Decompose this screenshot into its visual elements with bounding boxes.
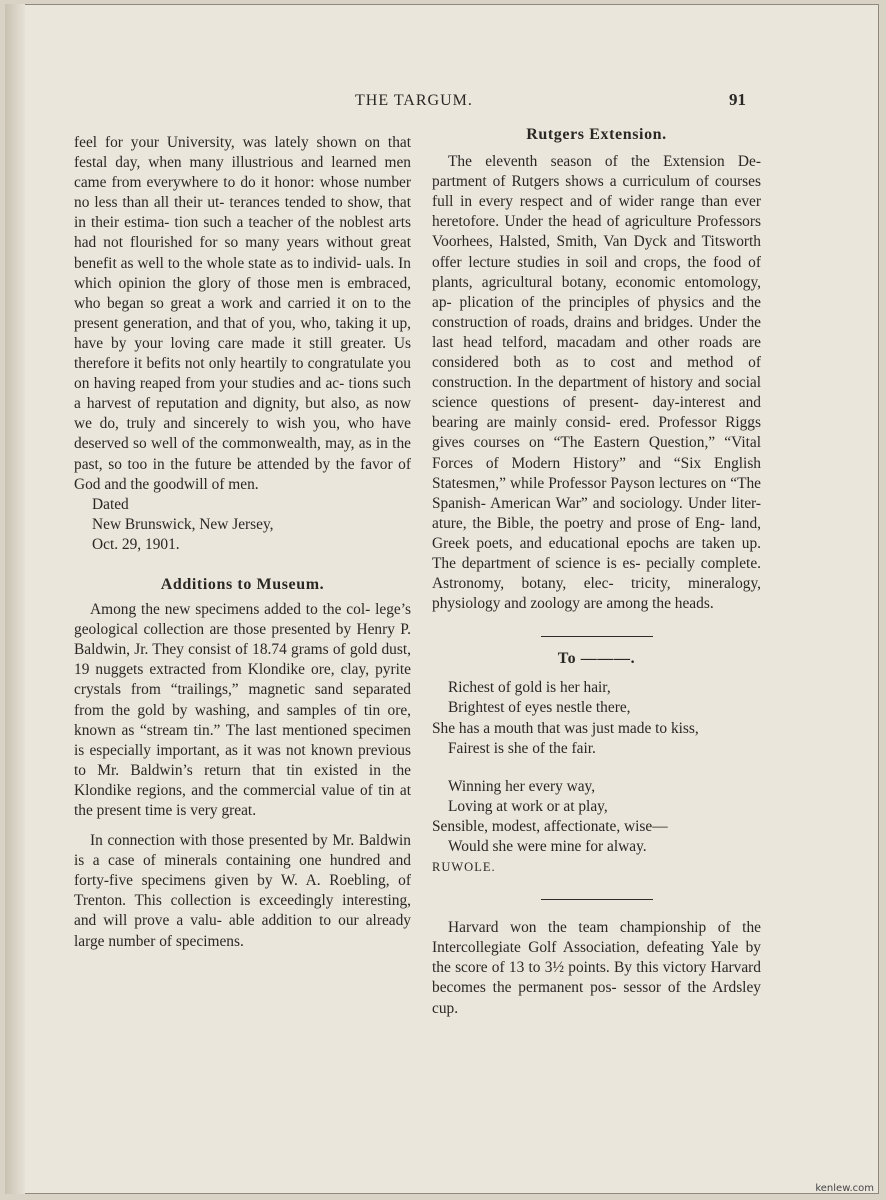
poem-signature: RUWOLE. xyxy=(432,860,496,875)
poem-line: Loving at work or at play, xyxy=(448,797,608,815)
page-number: 91 xyxy=(729,90,746,109)
poem-line: Brightest of eyes nestle there, xyxy=(448,699,631,717)
poem-line: Richest of gold is her hair, xyxy=(448,679,611,697)
extension-heading: Rutgers Extension. xyxy=(526,126,667,143)
section-divider xyxy=(541,636,653,637)
site-watermark: kenlew.com xyxy=(815,1183,874,1194)
dated-label: Dated xyxy=(92,495,129,513)
dateline-place: New Brunswick, New Jersey, xyxy=(92,515,274,533)
poem-line: Winning her every way, xyxy=(448,777,596,795)
poem-line: Would she were mine for alway. xyxy=(448,838,647,855)
museum-heading: Additions to Museum. xyxy=(160,575,325,593)
poem-line: She has a mouth that was just made to kiss, xyxy=(432,719,699,737)
left-column xyxy=(74,133,411,952)
poem-line: Sensible, modest, affectionate, wise— xyxy=(432,817,668,835)
poem xyxy=(432,678,761,877)
poem-heading: To ———. xyxy=(557,650,636,668)
running-head xyxy=(0,90,886,114)
museum-paragraph-1: Among the new specimens added to the col- lege’s geological collection are those presented by Henry P. Baldwin, Jr. They consist of 18.74 grams of gold dust, 19 nuggets extracted from Klondike ore, clay, pyrite crystals from “trailings,” magnetic sand separated from the gold by washing, and samples of tin ore, known as “stream tin.” The last mentioned specimen is especially important, as it was not known previous to Mr. Baldwin’s return that tin existed in the Klondike regions, and the commercial value of tin at the present time is very great. xyxy=(74,601,411,819)
museum-paragraph-2: In connection with those presented by Mr. Baldwin is a case of minerals containing one hundred and forty-five specimens given by W. A. Roebling, of Trenton. This collection is exceedingly interesting, and will prove a valu- able addition to our already large number of specimens. xyxy=(74,832,411,950)
golf-paragraph: Harvard won the team championship of the Intercollegiate Golf Association, defeating Yale by the score of 13 to 3½ points. By this victory Harvard becomes the permanent pos- sessor of the Ardsley cup. xyxy=(432,919,761,1017)
extension-paragraph: The eleventh season of the Extension De- partment of Rutgers shows a curriculum of courses full in every respect and of wider range than ever heretofore. Under the head of agriculture Professors Voorhees, Halsted, Smith, Van Dyck and Titsworth offer lecture studies in soil and crops, the food of plants, agricultural botany, economic entomology, ap- plication of the principles of physics and the construction of roads, drains and bridges. Under the last head telford, macadam and other roads are considered both as to cost and method of construction. In the department of history and social science questions of present- day-interest and bearing are mainly consid- ered. Professor Riggs gives courses on “The Eastern Question,” “Vital Forces of Modern History” and “Six English Statesmen,” while Professor Payson lectures on “The Spanish- American War” and sociology. Under liter- ature, the Bible, the poetry and prose of Eng- land, Greek poets, and educational epochs are taken up. The department of science is es- pecially complete. Astronomy, botany, elec- tricity, mineralogy, physiology and zoology are among the heads. xyxy=(432,153,761,613)
running-title: THE TARGUM. xyxy=(355,92,473,109)
poem-line: Fairest is she of the fair. xyxy=(448,739,596,757)
page-spine-shadow xyxy=(5,4,25,1194)
section-divider xyxy=(541,899,653,900)
dateline-date: Oct. 29, 1901. xyxy=(92,535,180,553)
right-column xyxy=(432,125,761,1019)
continued-paragraph: feel for your University, was lately shown on that festal day, when many illustrious and learned men came from everywhere to do it honor: whose number no less than all their ut- terances tended to show, that in their estima- tion such a teacher of the noblest arts had not flourished for so many years without great benefit as well to the whole state as to individ- uals. In which opinion the glory of those men is embraced, who began so great a work and carried it on to the present generation, and that of you, who, taking it up, have by your loving care made it still greater. Us therefore it befits not only heartily to congratulate you on having reaped from your studies and ac- tions such a harvest of reputation and dignity, but also, as now we do, truly and sincerely to wish you, who have deserved so well of the commonwealth, may, as in the past, so too in the future be attended by the favor of God and the goodwill of men. xyxy=(74,134,411,493)
